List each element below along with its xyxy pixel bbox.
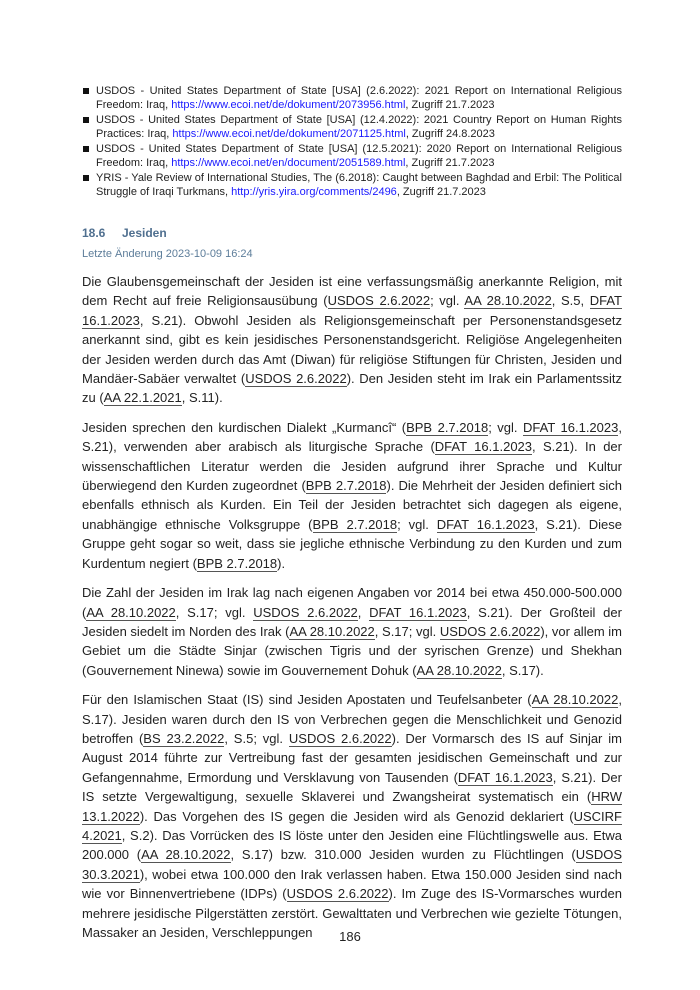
bullet-icon: [83, 88, 89, 94]
paragraph-text: ,: [357, 604, 370, 620]
reference-item: [82, 113, 622, 141]
source-citation-link[interactable]: AA 28.10.2022: [531, 692, 619, 708]
source-citation-link[interactable]: USDOS 2.6.2022: [253, 604, 358, 620]
source-citation-link[interactable]: AA 28.10.2022: [464, 293, 552, 309]
source-citation-link[interactable]: USDOS 2.6.2022: [245, 371, 347, 387]
source-citation-link[interactable]: USDOS 2.6.2022: [286, 886, 389, 902]
reference-access-date: , Zugriff 21.7.2023: [405, 157, 495, 169]
paragraph-text: , S.21). Der IS setzte Vergewaltigung, sexuelle Sklaverei und Zwangsheirat systematisch ein (: [82, 769, 622, 805]
reference-link[interactable]: https://www.ecoi.net/en/document/2051589.html: [171, 157, 406, 169]
source-citation-link[interactable]: AA 28.10.2022: [289, 623, 375, 639]
bullet-icon: [83, 146, 89, 152]
bullet-icon: [83, 117, 89, 123]
reference-text: USDOS - United States Department of State [USA] (12.5.2021): 2020 Report on International Religious Freedom: Iraq,: [96, 143, 622, 169]
source-citation-link[interactable]: AA 28.10.2022: [86, 604, 176, 620]
reference-access-date: , Zugriff 24.8.2023: [405, 128, 495, 140]
source-citation-link[interactable]: BPB 2.7.2018: [312, 516, 398, 532]
paragraph-text: Für den Islamischen Staat (IS) sind Jesiden Apostaten und Teufelsanbeter (: [82, 692, 532, 708]
reference-item: [82, 142, 622, 170]
paragraph-text: Die Glaubensgemeinschaft der Jesiden ist eine verfassungsmäßig anerkannte Religion, mit dem Recht auf freie Religionsausübung (: [82, 274, 622, 309]
source-citation-link[interactable]: DFAT 16.1.2023: [369, 604, 467, 620]
paragraph-text: , S.21). Diese Gruppe geht sogar so weit, dass sie jegliche ethnische Verbindung zu den Kurden und zum Kurdentum negiert (: [82, 516, 622, 571]
paragraph-text: Die Zahl der Jesiden im Irak lag nach eigenen Angaben vor 2014 bei etwa 450.000-500.000 (: [82, 585, 622, 620]
paragraph-text: , S.5; vgl.: [224, 730, 289, 746]
paragraph: [82, 583, 622, 680]
section-number: 18.6: [82, 226, 106, 240]
source-citation-link[interactable]: USDOS 30.3.2021: [82, 847, 622, 882]
source-citation-link[interactable]: DFAT 16.1.2023: [434, 439, 533, 455]
paragraph-text: ; vgl.: [397, 516, 437, 532]
paragraph-text: , S.21), verwenden aber arabisch als liturgische Sprache (: [82, 419, 622, 455]
section-heading: [82, 226, 167, 241]
reference-link[interactable]: http://yris.yira.org/comments/2496: [231, 186, 397, 198]
reference-text: YRIS - Yale Review of International Studies, The (6.2018): Caught between Baghdad and Erbil: The Political Struggle of Iraqi Turkmans,: [96, 172, 622, 198]
source-citation-link[interactable]: AA 28.10.2022: [416, 662, 502, 678]
bullet-icon: [83, 175, 89, 181]
reference-link[interactable]: https://www.ecoi.net/de/dokument/2073956.html: [171, 99, 406, 111]
paragraph-text: ). Im Zuge des IS-Vormarsches wurden mehrere jesidische Pilgerstätten zerstört. Gewalttaten und Verbrechen wie gezielte Tötungen, Massaker an Jesiden, Verschleppungen: [82, 886, 622, 940]
reference-item: [82, 84, 622, 112]
section-title: Jesiden: [122, 226, 167, 240]
paragraph-text: ). Der Vormarsch des IS auf Sinjar im August 2014 führte zur Vertreibung fast der gesamten jesidischen Gemeinschaft und zur Gefangennahme, Ermordung und Versklavung von Tausenden (: [82, 730, 622, 785]
source-citation-link[interactable]: USDOS 2.6.2022: [327, 293, 431, 309]
section-body: [82, 272, 622, 952]
source-citation-link[interactable]: BPB 2.7.2018: [406, 419, 489, 435]
paragraph: [82, 272, 622, 408]
paragraph-text: , S.5,: [551, 293, 590, 309]
paragraph: [82, 418, 622, 573]
last-changed-date: Letzte Änderung 2023-10-09 16:24: [82, 248, 253, 260]
paragraph-text: , S.17) bzw. 310.000 Jesiden wurden zu Flüchtlingen (: [230, 847, 576, 863]
paragraph-text: , S.21). In der wissenschaftlichen Literatur werden die Jesiden aufgrund ihrer Sprache und Kultur überwiegend den Kurden zugeordnet (: [82, 439, 622, 494]
paragraph-text: , S.21). Obwohl Jesiden als Religionsgemeinschaft per Personenstandsgesetz anerkannt sind, gibt es kein jesidisches Personenstandsgericht. Religiöse Angelegenheiten der Jesiden werden durch das Amt (Diwan) für religiöse Stiftungen für Christen, Jesiden und Mandäer-Sabäer verwaltet (: [82, 312, 622, 387]
reference-list: [82, 84, 622, 200]
source-citation-link[interactable]: DFAT 16.1.2023: [436, 516, 535, 532]
paragraph-text: , S.17; vgl.: [374, 623, 440, 639]
source-citation-link[interactable]: USDOS 2.6.2022: [288, 730, 392, 746]
paragraph-text: , S.2). Das Vorrücken des IS löste unter den Jesiden eine Flüchtlingswelle aus. Etwa 200.000 (: [82, 827, 622, 863]
reference-link[interactable]: https://www.ecoi.net/de/dokument/2071125.html: [172, 128, 406, 140]
paragraph-text: ; vgl.: [430, 293, 465, 309]
paragraph-text: ), wobei etwa 100.000 den Irak verlassen haben. Etwa 150.000 Jesiden sind nach wie vor Binnenvertriebene (IDPs) (: [82, 866, 622, 902]
source-citation-link[interactable]: BS 23.2.2022: [143, 730, 225, 746]
reference-access-date: , Zugriff 21.7.2023: [405, 99, 495, 111]
paragraph-text: , S.21). Der Großteil der Jesiden siedelt im Norden des Irak (: [82, 604, 622, 639]
paragraph-text: , S.17; vgl.: [175, 604, 254, 620]
paragraph-text: ).: [277, 555, 286, 571]
paragraph-text: ). Den Jesiden steht im Irak ein Parlamentssitz zu (: [82, 371, 622, 406]
reference-text: USDOS - United States Department of State [USA] (12.4.2022): 2021 Country Report on Human Rights Practices: Iraq,: [96, 114, 622, 140]
source-citation-link[interactable]: USDOS 2.6.2022: [439, 623, 541, 639]
paragraph-text: ; vgl.: [488, 419, 524, 435]
page-number: 186: [339, 929, 361, 944]
paragraph-text: ). Die Mehrheit der Jesiden definiert sich ebenfalls ethnisch als Kurden. Ein Teil der Jesiden betrachtet sich dagegen als eigene, unabhängige ethnische Volksgruppe (: [82, 478, 622, 532]
paragraph: [82, 690, 622, 942]
paragraph-text: ). Das Vorgehen des IS gegen die Jesiden wird als Genozid deklariert (: [139, 808, 574, 824]
paragraph-text: ), vor allem im Gebiet um die Städte Sinjar (zwischen Tigris und der syrischen Grenze) und Shekhan (Gouvernement Ninewa) sowie im Gouvernement Dohuk (: [82, 623, 622, 678]
reference-text: USDOS - United States Department of State [USA] (2.6.2022): 2021 Report on International Religious Freedom: Iraq,: [96, 85, 622, 111]
source-citation-link[interactable]: USCIRF 4.2021: [82, 808, 622, 843]
paragraph-text: , S.17). Jesiden waren durch den IS von Verbrechen gegen die Menschlichkeit und Genozid betroffen (: [82, 692, 622, 746]
paragraph-text: Jesiden sprechen den kurdischen Dialekt „Kurmancî“ (: [82, 419, 407, 435]
source-citation-link[interactable]: AA 22.1.2021: [103, 390, 182, 406]
paragraph-text: , S.11).: [181, 390, 223, 406]
source-citation-link[interactable]: DFAT 16.1.2023: [523, 419, 619, 435]
paragraph-text: , S.17).: [501, 662, 544, 678]
source-citation-link[interactable]: DFAT 16.1.2023: [82, 293, 622, 328]
reference-access-date: , Zugriff 21.7.2023: [396, 186, 486, 198]
source-citation-link[interactable]: DFAT 16.1.2023: [457, 769, 553, 785]
source-citation-link[interactable]: HRW 13.1.2022: [82, 789, 622, 824]
source-citation-link[interactable]: BPB 2.7.2018: [305, 478, 387, 494]
source-citation-link[interactable]: BPB 2.7.2018: [196, 555, 278, 571]
reference-item: [82, 171, 622, 199]
source-citation-link[interactable]: AA 28.10.2022: [141, 847, 231, 863]
